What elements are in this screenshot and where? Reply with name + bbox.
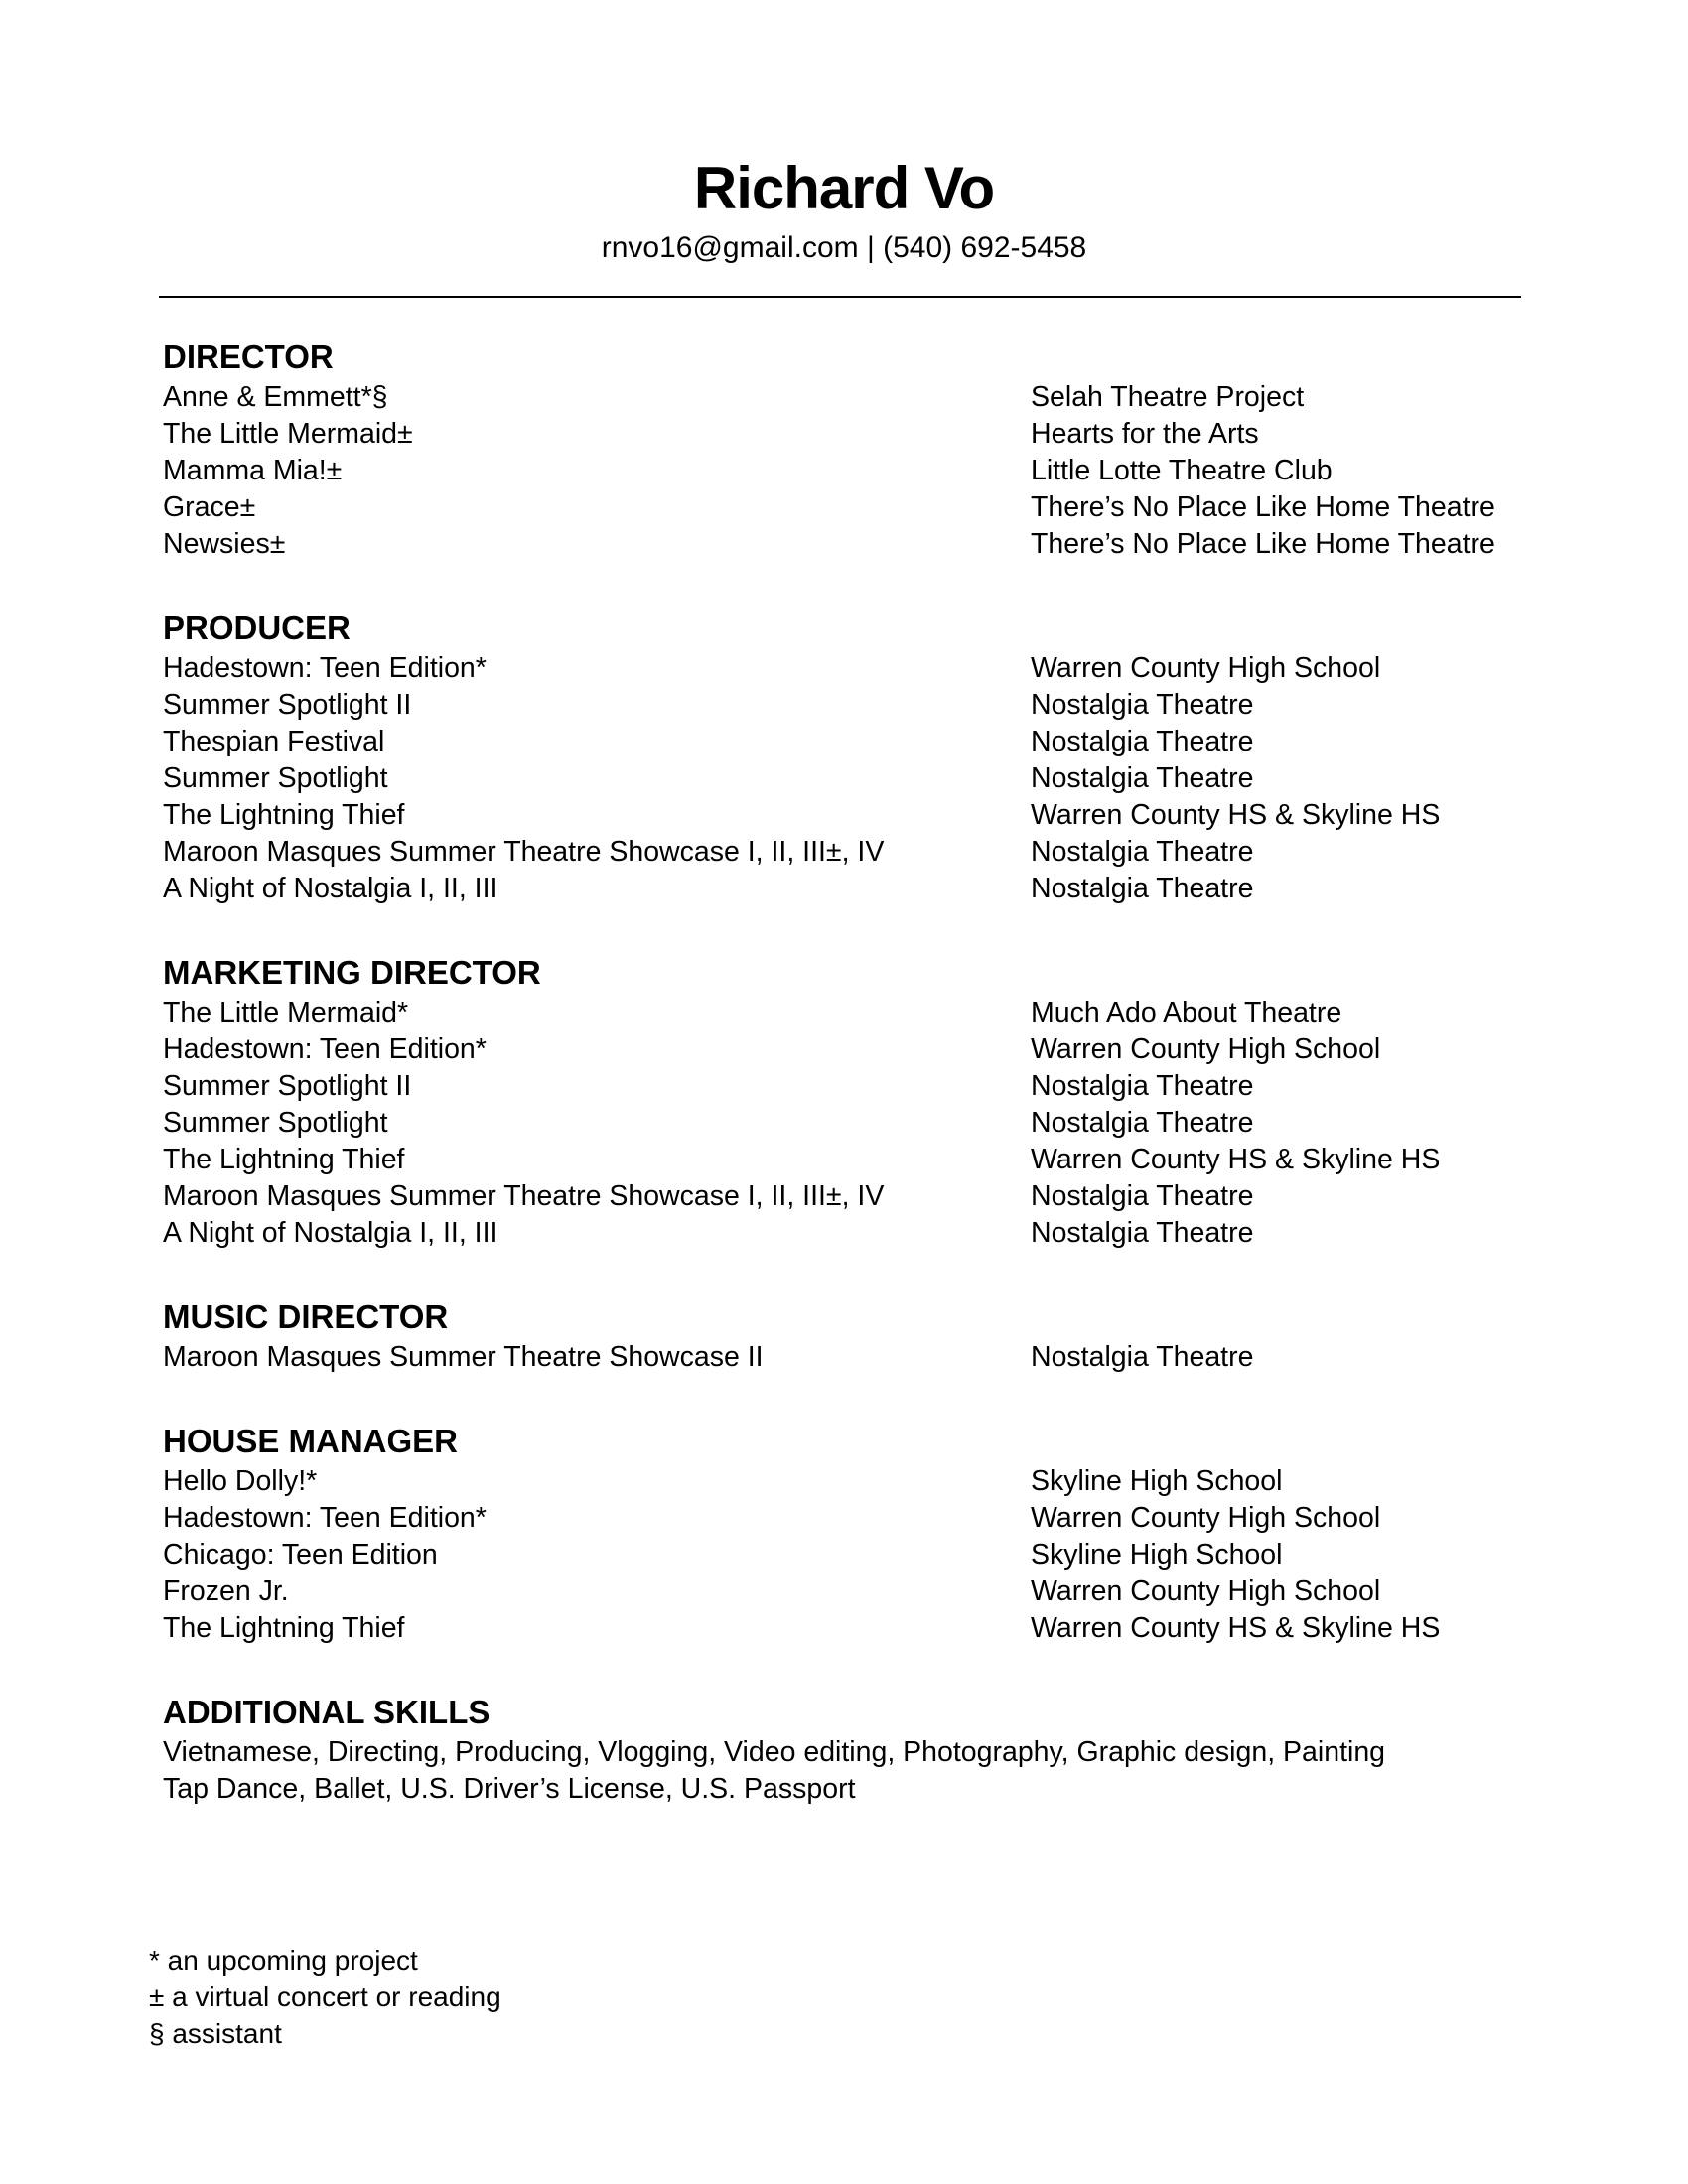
section-title: PRODUCER xyxy=(163,610,351,646)
skills-list xyxy=(163,1734,1533,1808)
credit-row xyxy=(163,1105,1533,1142)
skills-line: Vietnamese, Directing, Producing, Vlogging, Video editing, Photography, Graphic design, Painting xyxy=(163,1736,1386,1768)
credit-row xyxy=(163,526,1533,563)
contact-line: rnvo16@gmail.com | (540) 692-5458 xyxy=(601,231,1087,264)
credit-company: Skyline High School xyxy=(1031,1465,1283,1497)
footnote-assistant: § assistant xyxy=(149,2018,282,2049)
credit-title: Frozen Jr. xyxy=(163,1575,289,1607)
header-divider xyxy=(159,296,1521,298)
credit-title: The Lightning Thief xyxy=(163,1612,405,1644)
credit-title: Maroon Masques Summer Theatre Showcase I, II, III±, IV xyxy=(163,836,885,868)
section-director xyxy=(163,336,1533,563)
credit-title: A Night of Nostalgia I, II, III xyxy=(163,873,498,904)
credit-company: Little Lotte Theatre Club xyxy=(1031,455,1333,486)
credit-row xyxy=(163,995,1533,1031)
credit-title: The Lightning Thief xyxy=(163,799,405,831)
credit-company: Warren County High School xyxy=(1031,1575,1381,1607)
credit-title: The Lightning Thief xyxy=(163,1144,405,1175)
credit-row xyxy=(163,797,1533,834)
credit-title: Hadestown: Teen Edition* xyxy=(163,1502,487,1534)
credit-row xyxy=(163,1500,1533,1537)
credit-company: Skyline High School xyxy=(1031,1539,1283,1570)
section-music-director xyxy=(163,1296,1533,1376)
credit-company: Nostalgia Theatre xyxy=(1031,1107,1254,1139)
credit-company: Warren County High School xyxy=(1031,652,1381,684)
credit-company: Nostalgia Theatre xyxy=(1031,1070,1254,1102)
section-producer xyxy=(163,607,1533,907)
credit-title: Mamma Mia!± xyxy=(163,455,343,486)
candidate-name: Richard Vo xyxy=(693,155,995,221)
credit-title: Summer Spotlight II xyxy=(163,1070,412,1102)
credit-row xyxy=(163,724,1533,760)
section-marketing-director xyxy=(163,951,1533,1252)
resume-header xyxy=(0,149,1688,268)
footnote-upcoming: * an upcoming project xyxy=(149,1945,418,1976)
footnote-virtual: ± a virtual concert or reading xyxy=(149,1981,501,2012)
credit-row xyxy=(163,760,1533,797)
credit-company: Nostalgia Theatre xyxy=(1031,689,1254,721)
credit-company: There’s No Place Like Home Theatre xyxy=(1031,528,1495,560)
credit-title: The Little Mermaid* xyxy=(163,997,409,1028)
credit-company: Warren County High School xyxy=(1031,1502,1381,1534)
credit-row xyxy=(163,379,1533,416)
credit-title: Chicago: Teen Edition xyxy=(163,1539,438,1570)
credit-row xyxy=(163,1463,1533,1500)
credit-company: Nostalgia Theatre xyxy=(1031,726,1254,757)
credit-title: Grace± xyxy=(163,491,256,523)
credit-title: The Little Mermaid± xyxy=(163,418,413,450)
credit-company: Nostalgia Theatre xyxy=(1031,836,1254,868)
section-title: DIRECTOR xyxy=(163,339,334,375)
credit-company: Warren County HS & Skyline HS xyxy=(1031,1612,1441,1644)
credit-company: Warren County High School xyxy=(1031,1033,1381,1065)
credit-company: Much Ado About Theatre xyxy=(1031,997,1342,1028)
credit-company: Hearts for the Arts xyxy=(1031,418,1259,450)
section-title: MUSIC DIRECTOR xyxy=(163,1298,449,1335)
credit-company: Nostalgia Theatre xyxy=(1031,762,1254,794)
credit-title: Summer Spotlight II xyxy=(163,689,412,721)
credit-title: Maroon Masques Summer Theatre Showcase I, II, III±, IV xyxy=(163,1180,885,1212)
credit-company: Nostalgia Theatre xyxy=(1031,873,1254,904)
credit-title: Thespian Festival xyxy=(163,726,385,757)
credit-row xyxy=(163,834,1533,871)
credit-company: Nostalgia Theatre xyxy=(1031,1180,1254,1212)
credit-row xyxy=(163,687,1533,724)
credit-row xyxy=(163,489,1533,526)
credit-company: Nostalgia Theatre xyxy=(1031,1217,1254,1249)
credit-row xyxy=(163,1573,1533,1610)
resume-body xyxy=(163,336,1533,1851)
credit-row xyxy=(163,871,1533,907)
credit-row xyxy=(163,1142,1533,1178)
section-additional-skills xyxy=(163,1691,1533,1808)
footnotes xyxy=(149,1942,501,2052)
credit-title: Hello Dolly!* xyxy=(163,1465,318,1497)
credit-title: Summer Spotlight xyxy=(163,1107,388,1139)
credit-company: Warren County HS & Skyline HS xyxy=(1031,1144,1441,1175)
credit-company: Warren County HS & Skyline HS xyxy=(1031,799,1441,831)
credit-title: Newsies± xyxy=(163,528,286,560)
credit-row xyxy=(163,1031,1533,1068)
credit-company: There’s No Place Like Home Theatre xyxy=(1031,491,1495,523)
section-house-manager xyxy=(163,1420,1533,1647)
credit-row xyxy=(163,453,1533,489)
credit-company: Nostalgia Theatre xyxy=(1031,1341,1254,1373)
credit-title: A Night of Nostalgia I, II, III xyxy=(163,1217,498,1249)
section-title: HOUSE MANAGER xyxy=(163,1423,459,1459)
credit-row xyxy=(163,1068,1533,1105)
skills-line: Tap Dance, Ballet, U.S. Driver’s License, U.S. Passport xyxy=(163,1773,856,1805)
credit-title: Hadestown: Teen Edition* xyxy=(163,652,487,684)
credit-row xyxy=(163,1178,1533,1215)
credit-title: Hadestown: Teen Edition* xyxy=(163,1033,487,1065)
credit-title: Anne & Emmett*§ xyxy=(163,381,388,413)
credit-row xyxy=(163,1610,1533,1647)
section-title: ADDITIONAL SKILLS xyxy=(163,1694,491,1730)
credit-company: Selah Theatre Project xyxy=(1031,381,1305,413)
credit-title: Maroon Masques Summer Theatre Showcase II xyxy=(163,1341,764,1373)
section-title: MARKETING DIRECTOR xyxy=(163,954,541,991)
credit-title: Summer Spotlight xyxy=(163,762,388,794)
credit-row xyxy=(163,416,1533,453)
credit-row xyxy=(163,650,1533,687)
credit-row xyxy=(163,1339,1533,1376)
credit-row xyxy=(163,1215,1533,1252)
credit-row xyxy=(163,1537,1533,1573)
